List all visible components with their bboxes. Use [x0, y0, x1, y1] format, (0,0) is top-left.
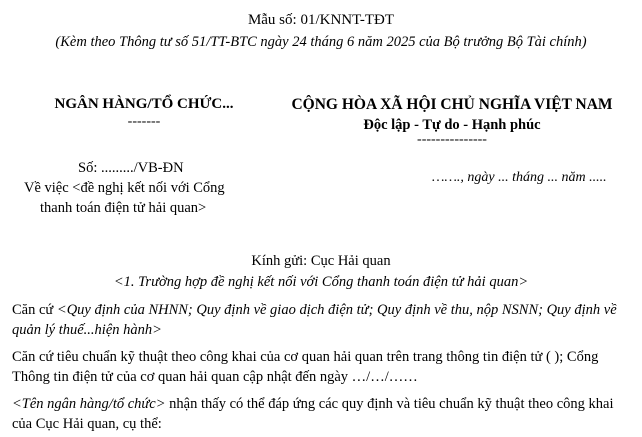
basis-3-org-placeholder: <Tên ngân hàng/tổ chức>: [12, 396, 166, 412]
recipient: Kính gửi: Cục Hải quan: [251, 253, 391, 269]
form-note: (Kèm theo Thông tư số 51/TT-BTC ngày 24 tháng 6 năm 2025 của Bộ trưởng Bộ Tài chính): [55, 34, 587, 50]
basis-1-prefix: Căn cứ: [12, 302, 57, 318]
subject-line-2: thanh toán điện tử hải quan>: [40, 200, 207, 216]
form-label: Mẫu số: 01/KNNT-TĐT: [247, 12, 395, 28]
case-heading: <1. Trường hợp đề nghị kết nối với Cổng thanh toán điện tử hải quan>: [113, 274, 529, 290]
basis-3-text: nhận thấy có thể đáp ứng các quy định và tiêu chuẩn kỹ thuật theo công khai của Cục Hải quan, cụ thể:: [12, 396, 614, 432]
basis-paragraph-2: Căn cứ tiêu chuẩn kỹ thuật theo công khai của cơ quan hải quan trên trang thông tin điện tử ( ); Cổng Thông tin điện tử của cơ quan hải quan cập nhật đến ngày …/…/……: [12, 349, 599, 385]
motto-separator: ---------------: [417, 132, 487, 147]
basis-paragraph-3: [12, 395, 632, 434]
org-separator: -------: [127, 114, 161, 129]
subject-line-1: Về việc <đề nghị kết nối với Cổng: [24, 180, 225, 196]
org-name: NGÂN HÀNG/TỔ CHỨC...: [54, 96, 234, 112]
motto: Độc lập - Tự do - Hạnh phúc: [363, 117, 541, 133]
nation-title: CỘNG HÒA XÃ HỘI CHỦ NGHĨA VIỆT NAM: [291, 96, 613, 113]
document-number: Số: ........./VB-ĐN: [78, 160, 184, 176]
form-number: [0, 12, 642, 29]
basis-1-regulations: <Quy định của NHNN; Quy định về giao dịch điện tử; Quy định về thu, nộp NSNN; Quy định về quản lý thuế...hiện hành>: [12, 302, 617, 338]
date-line: ……., ngày ... tháng ... năm .....: [432, 170, 607, 185]
basis-paragraph-1: [12, 301, 632, 340]
